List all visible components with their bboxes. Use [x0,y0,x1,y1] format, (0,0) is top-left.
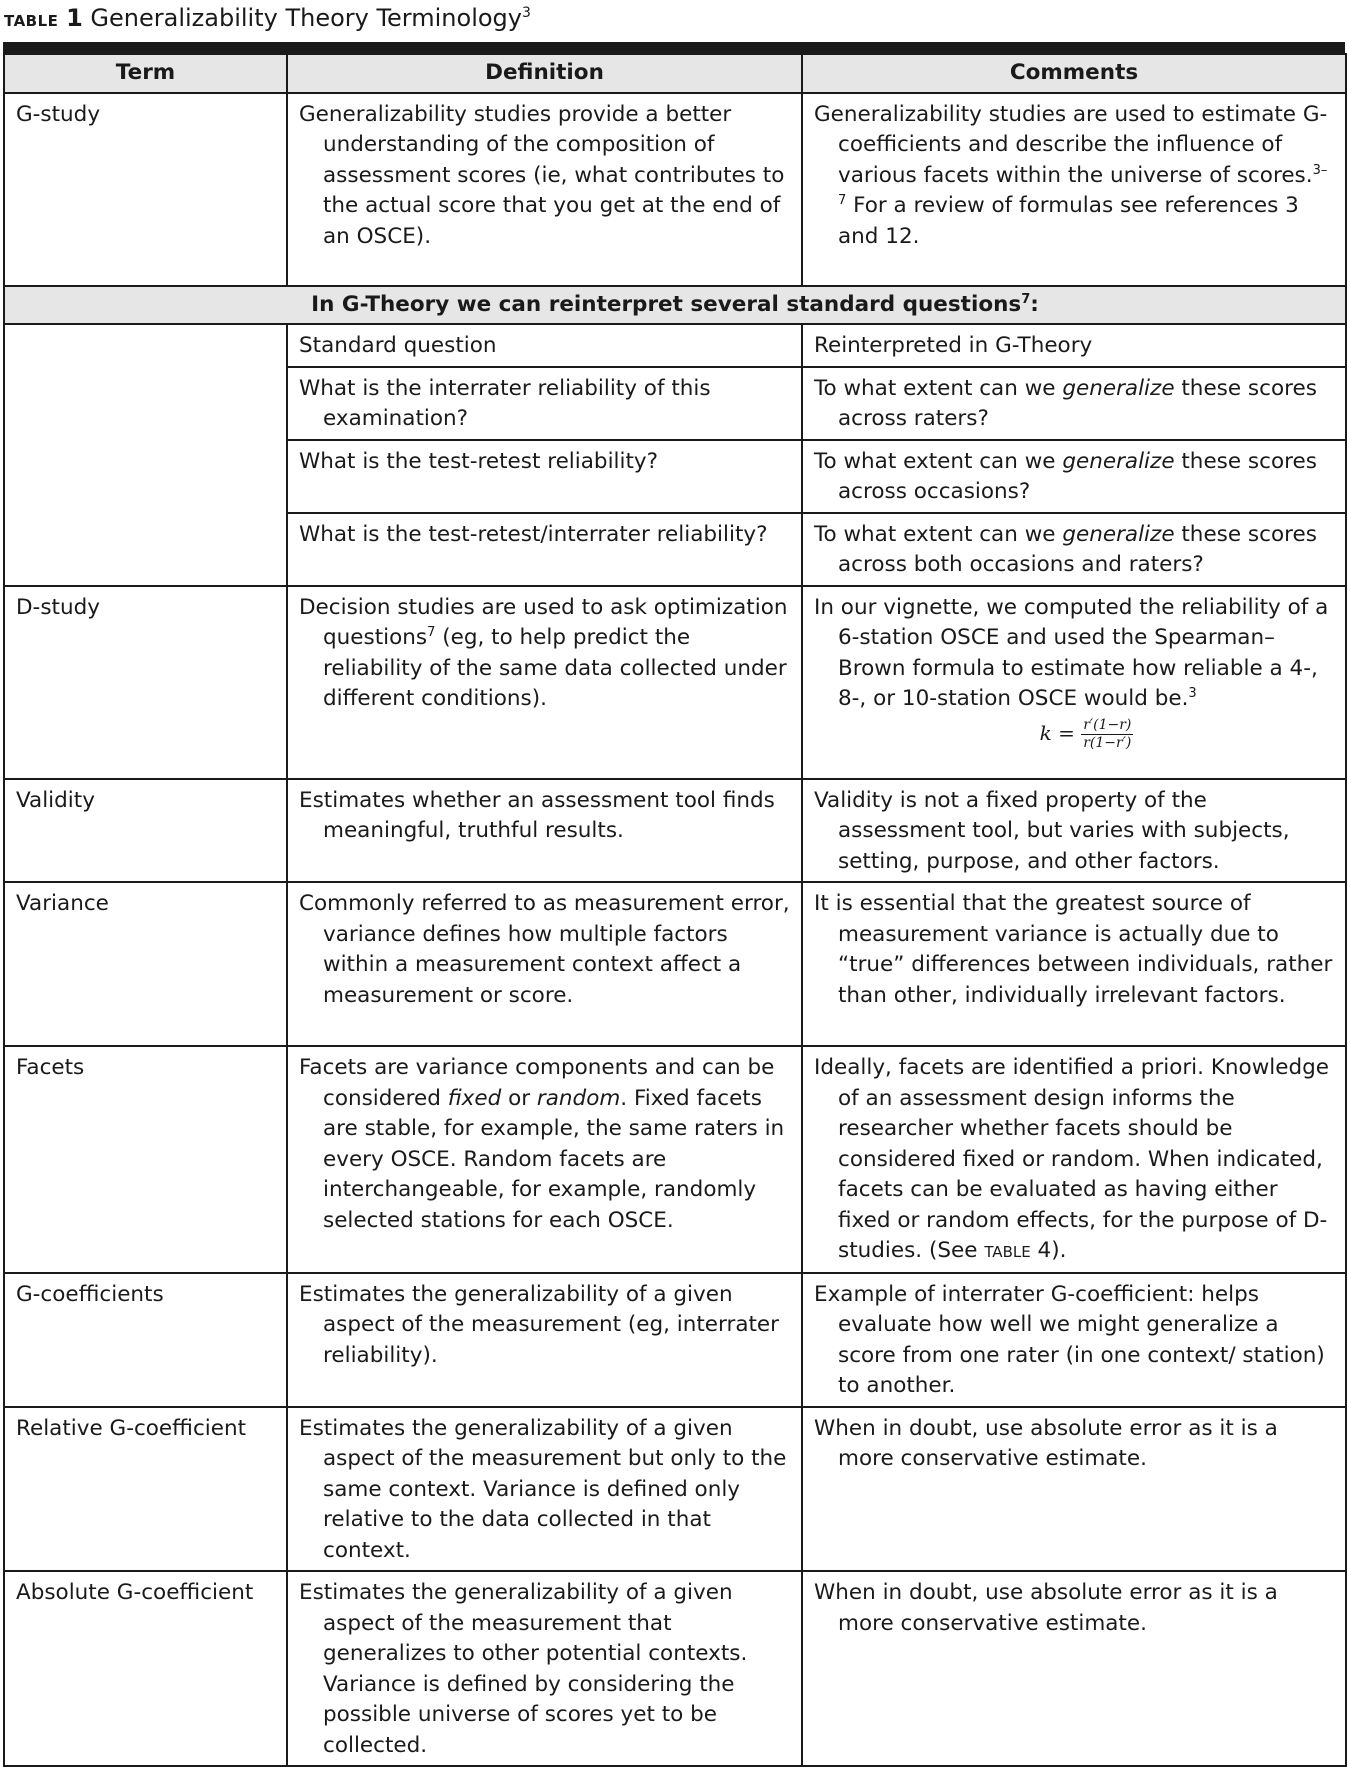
subheader-cell [4,286,1346,325]
text: In our vignette, we computed the reliability of a 6-station OSCE and used the Spearman–Brown formula to estimate how reliable a 4-, 8-, or 10-station OSCE would be. [814,594,1329,711]
text: these scores across raters? [838,375,1317,431]
table-row [4,779,1346,883]
comment-cell: Validity is not a fixed property of the assessment tool, but varies with subjects, setting, purpose, and other factors. [802,779,1346,883]
table-row [4,93,1346,286]
text: 4). [1030,1238,1067,1263]
text: (eg, to help predict the reliability of the same data collected under different conditions). [323,625,787,711]
definition-cell: Estimates the generalizability of a given aspect of the measurement that generalizes to other potential contexts. Variance is defined by considering the possible universe of scores yet to be collected. [287,1571,802,1766]
table-row [4,882,1346,1046]
term-cell: Variance [4,882,287,1046]
term-cell: Facets [4,1046,287,1273]
definition-cell: Generalizability studies provide a better understanding of the composition of assessment scores (ie, what contributes to the actual score that you get at the end of an OSCE). [287,93,802,286]
question-header-row [4,324,1346,367]
comment-cell [802,1046,1346,1273]
text: Facets are variance components and can be considered [299,1055,775,1111]
text: or [501,1085,537,1111]
standard-question: What is the interrater reliability of this examination? [287,367,802,440]
reinterpreted-question [802,440,1346,513]
header-comments: Comments [802,54,1346,93]
comment-cell: Example of interrater G-coefficient: helps evaluate how well we might generalize a score from one rater (in one context/ station) to another. [802,1273,1346,1407]
spearman-brown-formula [838,717,1335,752]
table-row [4,1407,1346,1572]
term-cell: G-coefficients [4,1273,287,1407]
text: . Fixed facets are stable, for example, the same raters in every OSCE. Random facets are interchangeable, for example, randomly selected stations for each OSCE. [323,1085,785,1233]
emphasis: generalize [1062,448,1175,474]
table-row [4,1046,1346,1273]
standard-question: What is the test-retest/interrater reliability? [287,513,802,586]
definition-cell [287,1046,802,1273]
caption-ref: 3 [521,5,531,21]
reinterpreted-col-header: Reinterpreted in G-Theory [802,324,1346,367]
caption-number: 1 [66,4,83,32]
term-cell: Relative G-coefficient [4,1407,287,1572]
comment-cell: When in doubt, use absolute error as it is a more conservative estimate. [802,1571,1346,1766]
emphasis: fixed [447,1085,502,1111]
emphasis: generalize [1062,521,1175,547]
comment-text: For a review of formulas see references 3 and 12. [838,193,1299,249]
caption-label: TABLE [4,12,59,30]
term-cell: Absolute G-coefficient [4,1571,287,1766]
table-caption [4,4,531,32]
formula-fraction [1081,717,1133,752]
subheader-row [4,286,1346,325]
table-row [4,1571,1346,1766]
emphasis: generalize [1062,375,1175,401]
comment-cell [802,93,1346,286]
text: To what extent can we [814,375,1063,401]
text: Decision studies are used to ask optimization questions [299,594,788,650]
text: Ideally, facets are identified a priori. Knowledge of an assessment design informs the researcher whether facets should be considered fixed or random. When indicated, facets can be evaluated as having either fixed or random effects, for the purpose of D-studies. (See [814,1055,1330,1263]
comment-text: Generalizability studies are used to estimate G-coefficients and describe the influence of various facets within the universe of scores. [814,101,1328,188]
reinterpreted-question [802,367,1346,440]
ref-sup: 7 [427,624,436,640]
header-definition: Definition [287,54,802,93]
standard-question: What is the test-retest reliability? [287,440,802,513]
emphasis: random [536,1085,621,1111]
empty-term-cell [4,324,287,586]
definition-cell: Commonly referred to as measurement error, variance defines how multiple factors within a measurement context affect a measurement or score. [287,882,802,1046]
text: To what extent can we [814,448,1063,474]
ref-sup: 3 [1188,685,1197,701]
term-cell: D-study [4,586,287,779]
ref-sup: 7 [1021,291,1031,307]
table-row [4,1273,1346,1407]
reinterpreted-question [802,513,1346,586]
text: these scores across both occasions and raters? [838,521,1317,577]
ref-sup: 3–7 [838,162,1328,208]
header-row [4,54,1346,93]
formula-denominator: r(1−r′) [1083,734,1132,751]
terminology-table [3,53,1347,1767]
subheader-text: In G-Theory we can reinterpret several standard questions [311,291,1022,317]
subheader-colon: : [1030,291,1039,317]
text: To what extent can we [814,521,1063,547]
comment-cell [802,586,1346,779]
header-term: Term [4,54,287,93]
definition-cell: Estimates whether an assessment tool finds meaningful, truthful results. [287,779,802,883]
definition-cell [287,586,802,779]
definition-cell: Estimates the generalizability of a given aspect of the measurement (eg, interrater reliability). [287,1273,802,1407]
formula-lhs: k = [1039,720,1075,745]
formula-numerator: r′(1−r) [1083,716,1132,733]
question-col-header: Standard question [287,324,802,367]
text: these scores across occasions? [838,448,1317,504]
table-row [4,586,1346,779]
comment-cell: When in doubt, use absolute error as it is a more conservative estimate. [802,1407,1346,1572]
comment-cell: It is essential that the greatest source of measurement variance is actually due to “true” differences between individuals, rather than other, individually irrelevant factors. [802,882,1346,1046]
term-cell: Validity [4,779,287,883]
caption-text: Generalizability Theory Terminology [90,4,522,32]
table-ref: TABLE [984,1243,1031,1261]
term-cell: G-study [4,93,287,286]
table-top-rule [3,42,1345,53]
definition-cell: Estimates the generalizability of a given aspect of the measurement but only to the same context. Variance is defined only relative to the data collected in that context. [287,1407,802,1572]
